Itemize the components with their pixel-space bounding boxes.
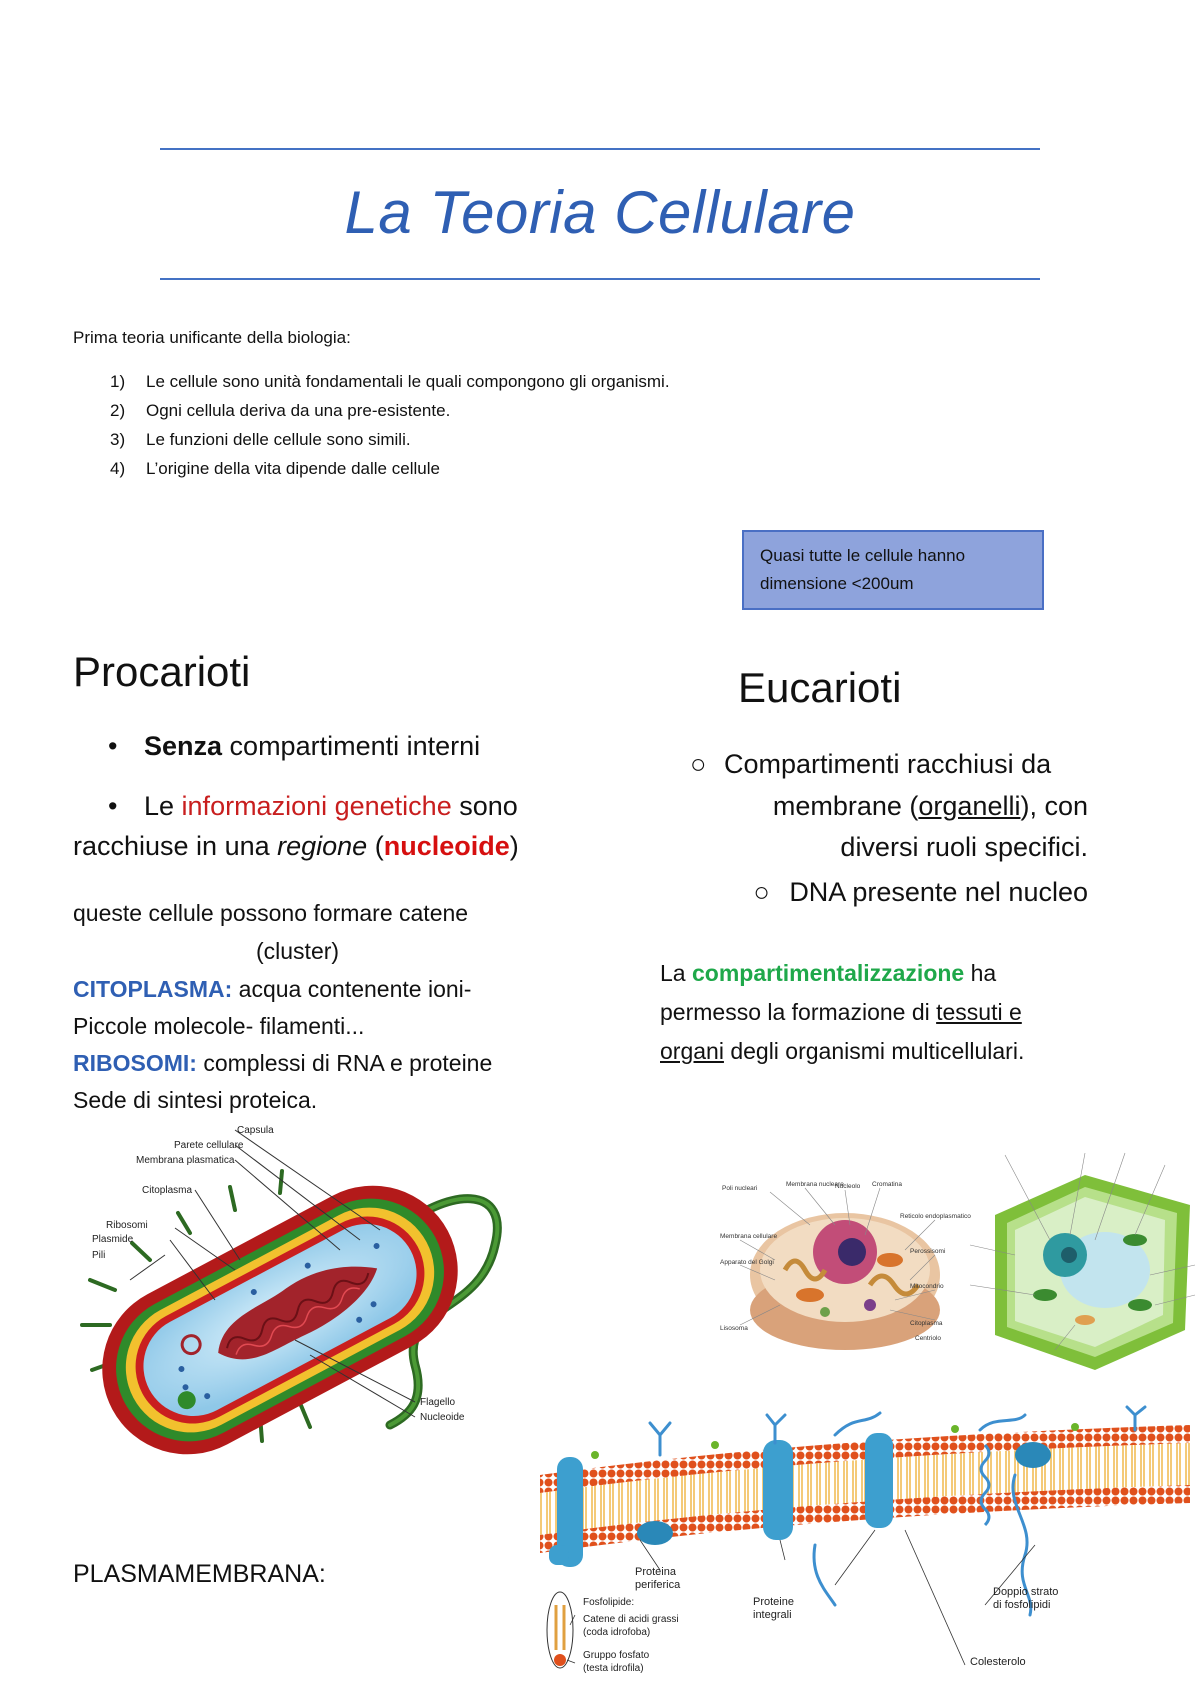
bullet-text: Le	[144, 791, 182, 821]
page-title: La Teoria Cellulare	[344, 179, 856, 246]
label-mitocondrio: Mitocondrio	[910, 1283, 944, 1290]
label-capsula: Capsula	[237, 1125, 274, 1136]
ribosomi-text: complessi di RNA e proteine	[196, 1050, 493, 1076]
label-doppio-1: Doppio strato	[993, 1586, 1059, 1598]
eucarioti-bullet-2	[700, 872, 1088, 912]
bullet-text: racchiuse in una	[73, 831, 278, 861]
compartimentalizzazione-text: compartimentalizzazione	[691, 960, 965, 986]
label-citoplasma-euk: Citoplasma	[910, 1320, 943, 1327]
note-box: Quasi tutte le cellule hanno dimensione <200um	[742, 530, 1044, 610]
bullet-circle: ○	[690, 749, 707, 779]
label-testa: (testa idrofila)	[583, 1663, 644, 1674]
organelli-text: organelli	[918, 791, 1021, 821]
procarioti-bullet-1	[108, 726, 588, 766]
label-catene: Catene di acidi grassi	[583, 1614, 679, 1625]
body-text: ha	[964, 960, 997, 986]
bullet-dot: •	[108, 791, 118, 821]
citoplasma-line	[73, 970, 471, 1008]
label-membrana-cellulare: Membrana cellulare	[720, 1233, 778, 1240]
peripheral-protein	[637, 1521, 673, 1545]
list-text: Le funzioni delle cellule sono simili.	[146, 430, 411, 449]
body-text: La	[660, 960, 692, 986]
label-gruppo: Gruppo fosfato	[583, 1650, 650, 1661]
integral-protein	[763, 1440, 793, 1540]
label-nucleolo: Nucleolo	[835, 1183, 861, 1190]
bullet-dot: •	[108, 731, 118, 761]
label-parete: Parete cellulare	[174, 1140, 244, 1151]
label-centriolo: Centriolo	[915, 1335, 942, 1342]
citoplasma-label: CITOPLASMA:	[73, 976, 233, 1002]
list-item	[110, 430, 411, 450]
label-perossisomi: Perossisomi	[910, 1248, 946, 1255]
body-text: permesso la formazione di	[660, 999, 937, 1025]
label-membrana-nucleare: Membrana nucleare	[786, 1181, 844, 1188]
label-lisosoma: Lisosoma	[720, 1325, 748, 1332]
bullet-text: compartimenti interni	[222, 731, 481, 761]
label-ribosomi: Ribosomi	[106, 1220, 148, 1231]
tessuti-text: tessuti e	[936, 999, 1022, 1025]
italic-text: regione	[277, 831, 368, 861]
label-citoplasma: Citoplasma	[142, 1185, 193, 1196]
title-rule-bottom	[160, 278, 1040, 280]
label-cromatina: Cromatina	[872, 1181, 902, 1188]
prokaryote-illustration	[70, 1125, 520, 1460]
bullet-text: DNA presente nel nucleo	[789, 877, 1088, 907]
paren-open: (	[367, 831, 384, 861]
bullet-text: sono	[451, 791, 518, 821]
ribosomi-label: RIBOSOMI:	[73, 1050, 197, 1076]
label-membrana: Membrana plasmatica	[136, 1155, 235, 1166]
eucarioti-bullet-1-line-3: diversi ruoli specifici.	[840, 832, 1088, 862]
list-text: Le cellule sono unità fondamentali le quali compongono gli organismi.	[146, 372, 670, 391]
label-coda: (coda idrofoba)	[583, 1627, 651, 1638]
label-integrali-1: Proteine	[753, 1596, 794, 1608]
list-number: 1)	[110, 372, 126, 391]
ribosomi-line	[73, 1044, 492, 1082]
ribosomi-line-2: Sede di sintesi proteica.	[73, 1087, 318, 1113]
label-integrali-2: integrali	[753, 1609, 792, 1621]
bullet-text: membrane (	[772, 791, 919, 821]
plant-cell-illustration	[965, 1145, 1200, 1375]
label-flagello: Flagello	[420, 1397, 456, 1408]
procarioti-bullet-2-cont	[73, 826, 593, 866]
list-item	[110, 372, 670, 392]
label-reticolo: Reticolo endoplasmatico	[900, 1213, 971, 1220]
label-nucleoide: Nucleoide	[420, 1412, 465, 1423]
compartimentalizzazione-line-3	[660, 1032, 1024, 1070]
list-number: 4)	[110, 459, 126, 478]
plasmamembrana-heading: PLASMAMEMBRANA:	[73, 1560, 326, 1588]
procarioti-bullet-2	[108, 786, 588, 826]
highlight-text: informazioni genetiche	[181, 791, 452, 821]
label-periferica-2: periferica	[635, 1579, 681, 1591]
list-number: 2)	[110, 401, 126, 420]
cluster-line-1: queste cellule possono formare catene	[73, 900, 469, 926]
bullet-text: Compartimenti racchiusi da	[724, 749, 1052, 779]
compartimentalizzazione-line-2	[660, 993, 1022, 1031]
eucarioti-heading: Eucarioti	[738, 664, 902, 711]
eucarioti-bullet-1	[690, 744, 1090, 784]
label-apparato-golgi: Apparato del Golgi	[720, 1259, 774, 1266]
body-text: degli organismi multicellulari.	[723, 1038, 1025, 1064]
procarioti-heading: Procarioti	[73, 648, 251, 695]
label-plasmide: Plasmide	[92, 1234, 134, 1245]
eucarioti-bullet-1-line-2	[700, 786, 1088, 826]
animal-cell-illustration	[720, 1180, 971, 1370]
intro-text: Prima teoria unificante della biologia:	[73, 328, 351, 347]
bullet-bold: Senza	[144, 731, 223, 761]
label-periferica-1: Proteina	[635, 1566, 676, 1578]
citoplasma-text: acqua contenente ioni-	[232, 976, 472, 1002]
list-item	[110, 401, 450, 421]
cluster-line-2: (cluster)	[256, 938, 340, 964]
plasma-membrane-illustration	[535, 1415, 1200, 1695]
label-pili: Pili	[92, 1250, 106, 1261]
label-poli-nucleari: Poli nucleari	[722, 1185, 758, 1192]
label-colesterolo: Colesterolo	[970, 1656, 1026, 1668]
bullet-text: ), con	[1020, 791, 1088, 821]
bullet-circle: ○	[753, 877, 770, 907]
list-number: 3)	[110, 430, 126, 449]
organi-text: organi	[660, 1038, 724, 1064]
label-fosfolipide: Fosfolipide:	[583, 1597, 635, 1608]
nucleoide-text: nucleoide	[383, 831, 510, 861]
list-item	[110, 459, 440, 479]
list-text: Ogni cellula deriva da una pre-esistente.	[146, 401, 451, 420]
list-text: L’origine della vita dipende dalle cellule	[146, 459, 440, 478]
label-doppio-2: di fosfolipidi	[993, 1599, 1051, 1611]
compartimentalizzazione-line	[660, 954, 996, 992]
title-rule-top	[160, 148, 1040, 150]
citoplasma-line-2: Piccole molecole- filamenti...	[73, 1013, 365, 1039]
integral-protein	[865, 1433, 893, 1528]
paren-close: )	[509, 831, 519, 861]
